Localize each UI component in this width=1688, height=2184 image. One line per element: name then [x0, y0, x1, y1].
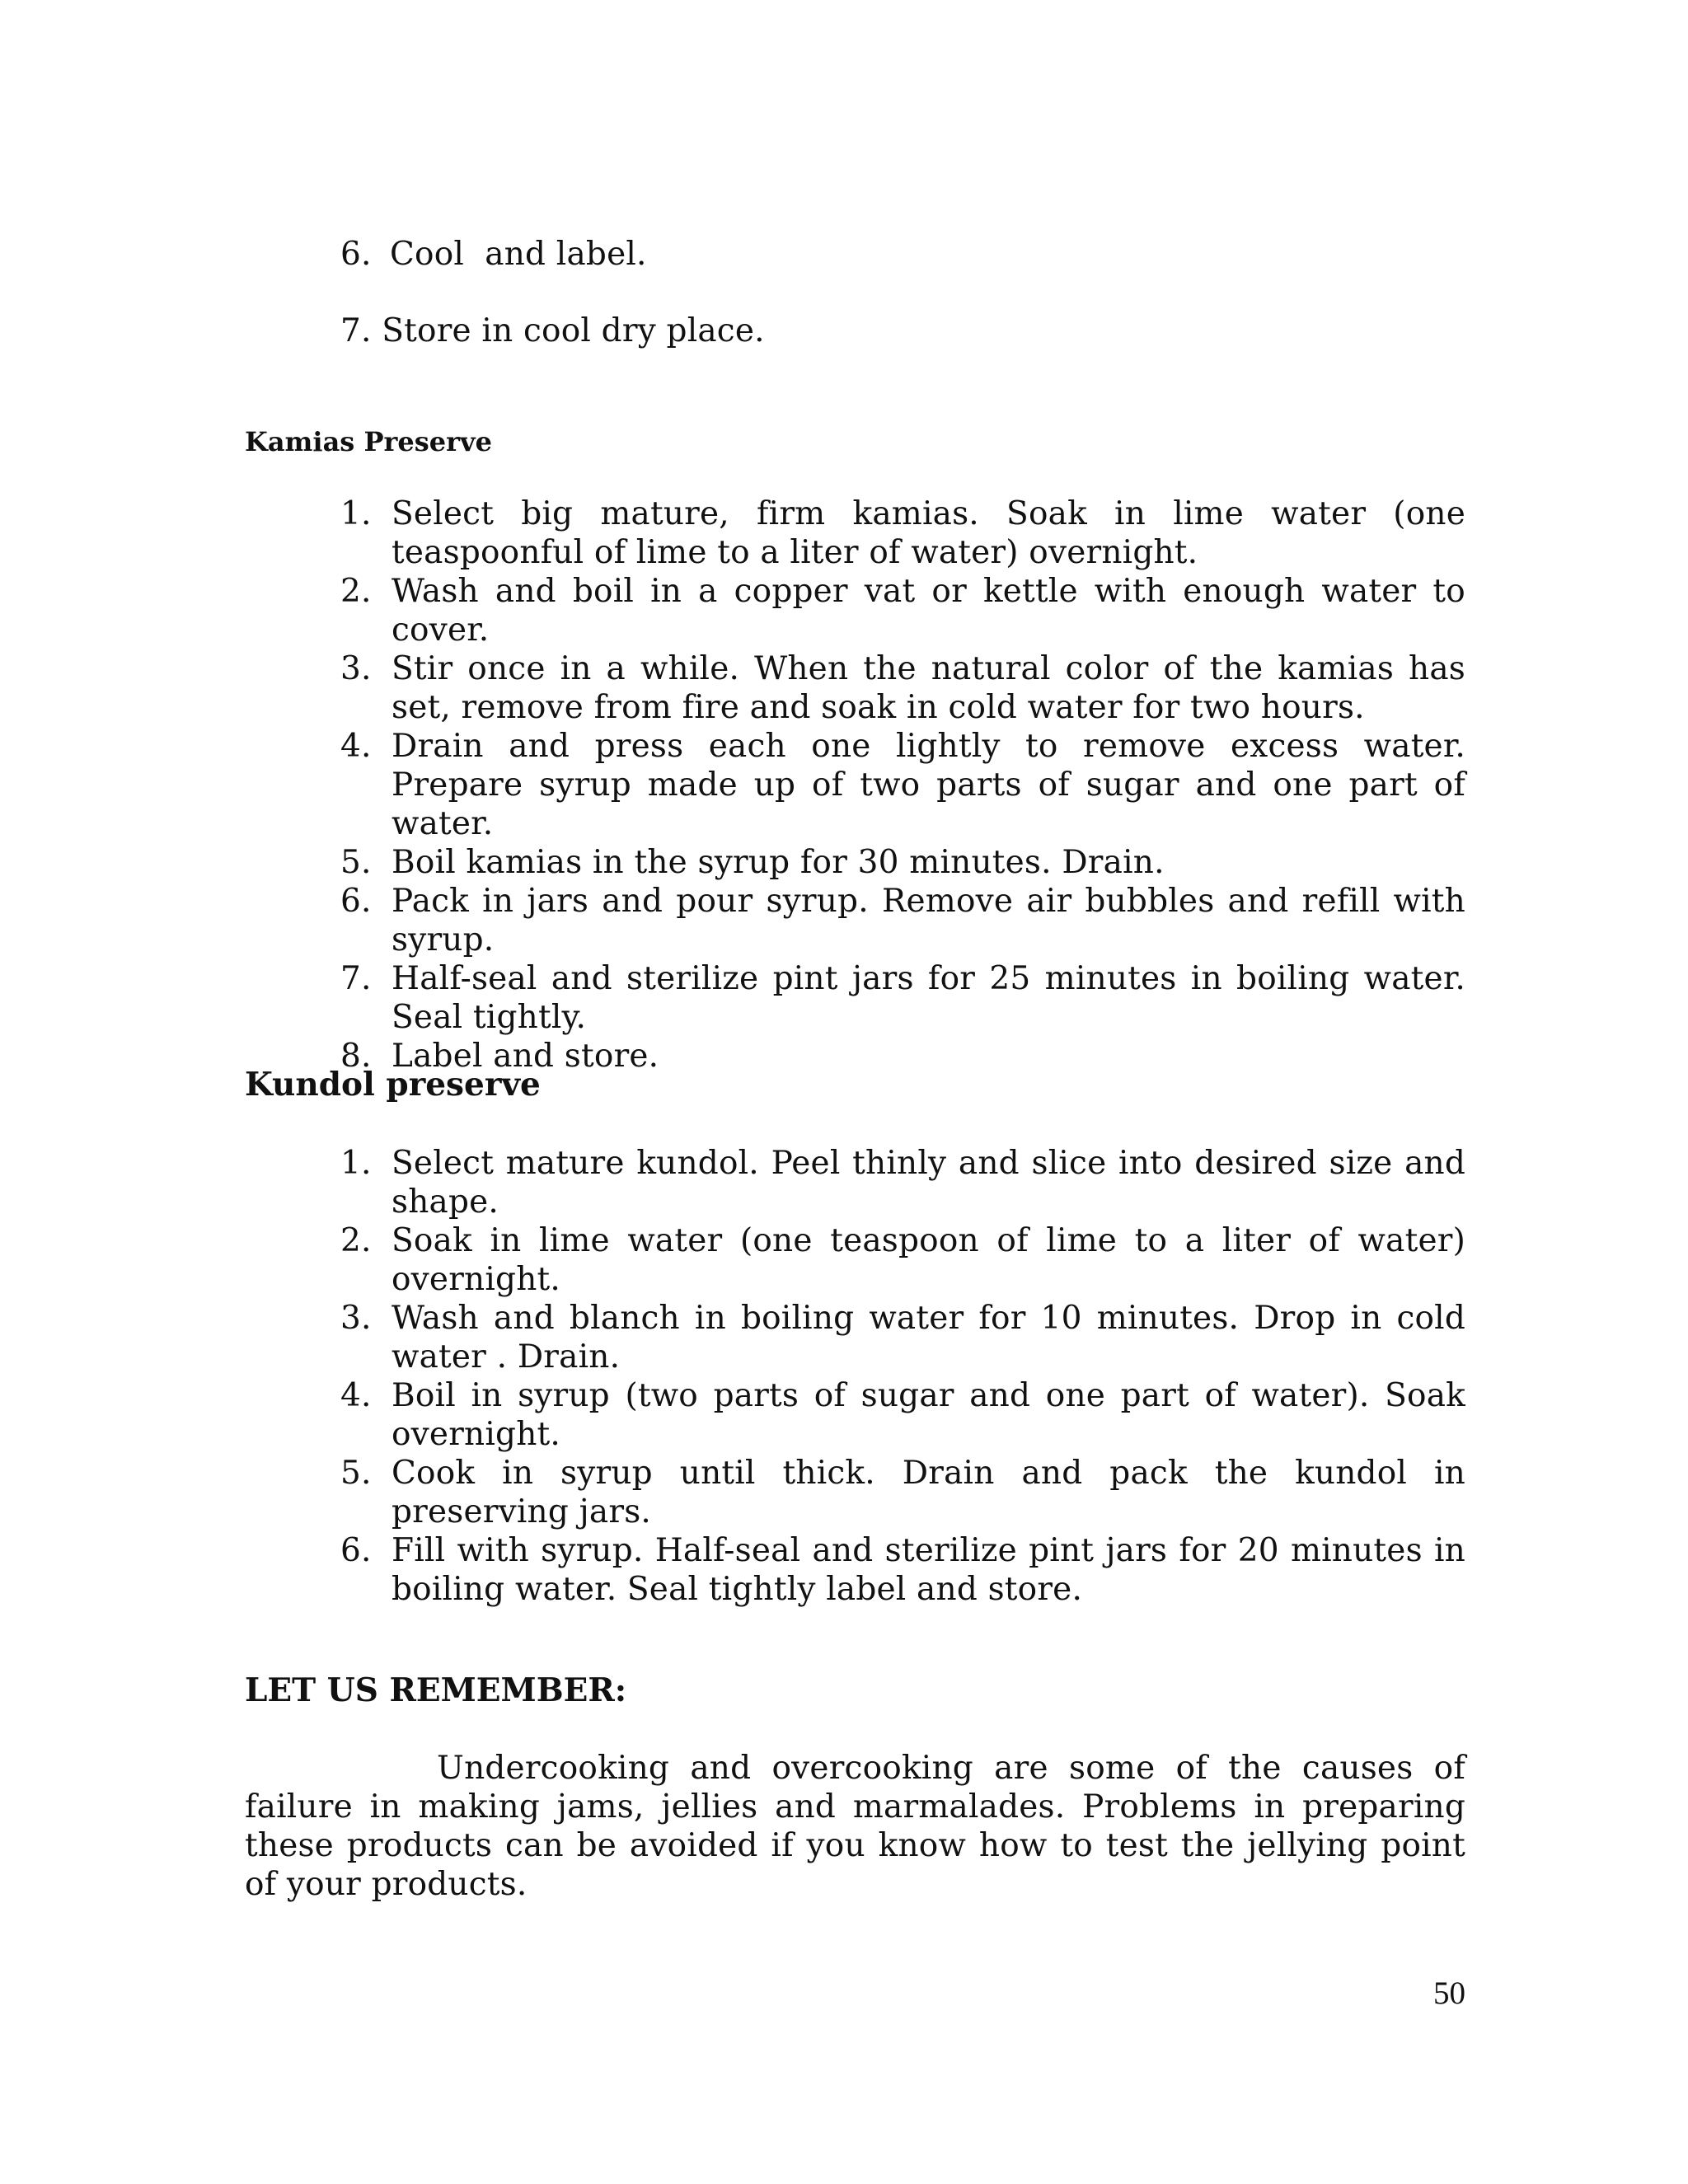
step-text: Wash and blanch in boiling water for 10 minutes. Drop in cold water . Drain. — [392, 1300, 1465, 1376]
step-number: 6. — [340, 236, 372, 273]
step-text: Store in cool dry place. — [382, 312, 765, 349]
step-number: 3. — [340, 1300, 372, 1337]
step-text: Select big mature, firm kamias. Soak in lime water (one teaspoonful of lime to a liter of water) overnight. — [392, 495, 1465, 571]
step-number: 6. — [340, 1532, 372, 1569]
page-number: 50 — [1433, 1975, 1465, 2011]
step-text: Drain and press each one lightly to remove excess water. Prepare syrup made up of two parts of sugar and one part of water. — [392, 728, 1465, 842]
step-text: Boil in syrup (two parts of sugar and one part of water). Soak overnight. — [392, 1377, 1465, 1453]
step-number: 8. — [340, 1038, 372, 1075]
intro-step — [340, 235, 647, 274]
list-item — [340, 1531, 1465, 1609]
step-text: Soak in lime water (one teaspoon of lime to a liter of water) overnight. — [392, 1222, 1465, 1298]
step-number: 5. — [340, 1455, 372, 1492]
step-text: Cook in syrup until thick. Drain and pack the kundol in preserving jars. — [392, 1455, 1465, 1530]
remember-heading: LET US REMEMBER: — [245, 1671, 627, 1709]
step-number: 7. — [340, 312, 372, 349]
list-item — [340, 1299, 1465, 1376]
intro-step — [340, 312, 765, 350]
step-text: Select mature kundol. Peel thinly and slice into desired size and shape. — [392, 1145, 1465, 1221]
list-item — [340, 882, 1465, 959]
step-text: Cool and label. — [390, 236, 647, 273]
step-number: 1. — [340, 495, 372, 532]
list-item — [340, 959, 1465, 1037]
list-item — [340, 727, 1465, 843]
list-item — [340, 1144, 1465, 1221]
step-number: 4. — [340, 728, 372, 765]
remember-paragraph: Undercooking and overcooking are some of the causes of failure in making jams, jellies and marmalades. Problems in preparing these products can be avoided if you know how to test the jellying point of your products. — [245, 1750, 1465, 1903]
step-number: 2. — [340, 1222, 372, 1259]
kamias-heading: Kamias Preserve — [245, 426, 492, 457]
kamias-steps-list — [340, 494, 1465, 1076]
step-number: 2. — [340, 573, 372, 610]
step-text: Label and store. — [392, 1038, 659, 1075]
step-number: 1. — [340, 1145, 372, 1182]
step-text: Boil kamias in the syrup for 30 minutes. Drain. — [392, 844, 1165, 881]
list-item — [340, 494, 1465, 572]
step-number: 6. — [340, 883, 372, 920]
kundol-heading: Kundol preserve — [245, 1066, 541, 1104]
list-item — [340, 1221, 1465, 1299]
step-text: Fill with syrup. Half-seal and sterilize pint jars for 20 minutes in boiling water. Seal tightly label and store. — [392, 1532, 1465, 1608]
step-number: 5. — [340, 844, 372, 881]
step-text: Pack in jars and pour syrup. Remove air bubbles and refill with syrup. — [392, 883, 1465, 958]
step-text: Wash and boil in a copper vat or kettle with enough water to cover. — [392, 573, 1465, 649]
list-item — [340, 1376, 1465, 1454]
step-number: 7. — [340, 960, 372, 997]
list-item — [340, 649, 1465, 727]
step-text: Stir once in a while. When the natural color of the kamias has set, remove from fire and soak in cold water for two hours. — [392, 650, 1465, 726]
list-item — [340, 572, 1465, 649]
step-number: 4. — [340, 1377, 372, 1414]
step-number: 3. — [340, 650, 372, 687]
kundol-steps-list — [340, 1144, 1465, 1609]
list-item — [340, 1454, 1465, 1531]
step-text: Half-seal and sterilize pint jars for 25 minutes in boiling water. Seal tightly. — [392, 960, 1465, 1036]
list-item — [340, 843, 1465, 882]
